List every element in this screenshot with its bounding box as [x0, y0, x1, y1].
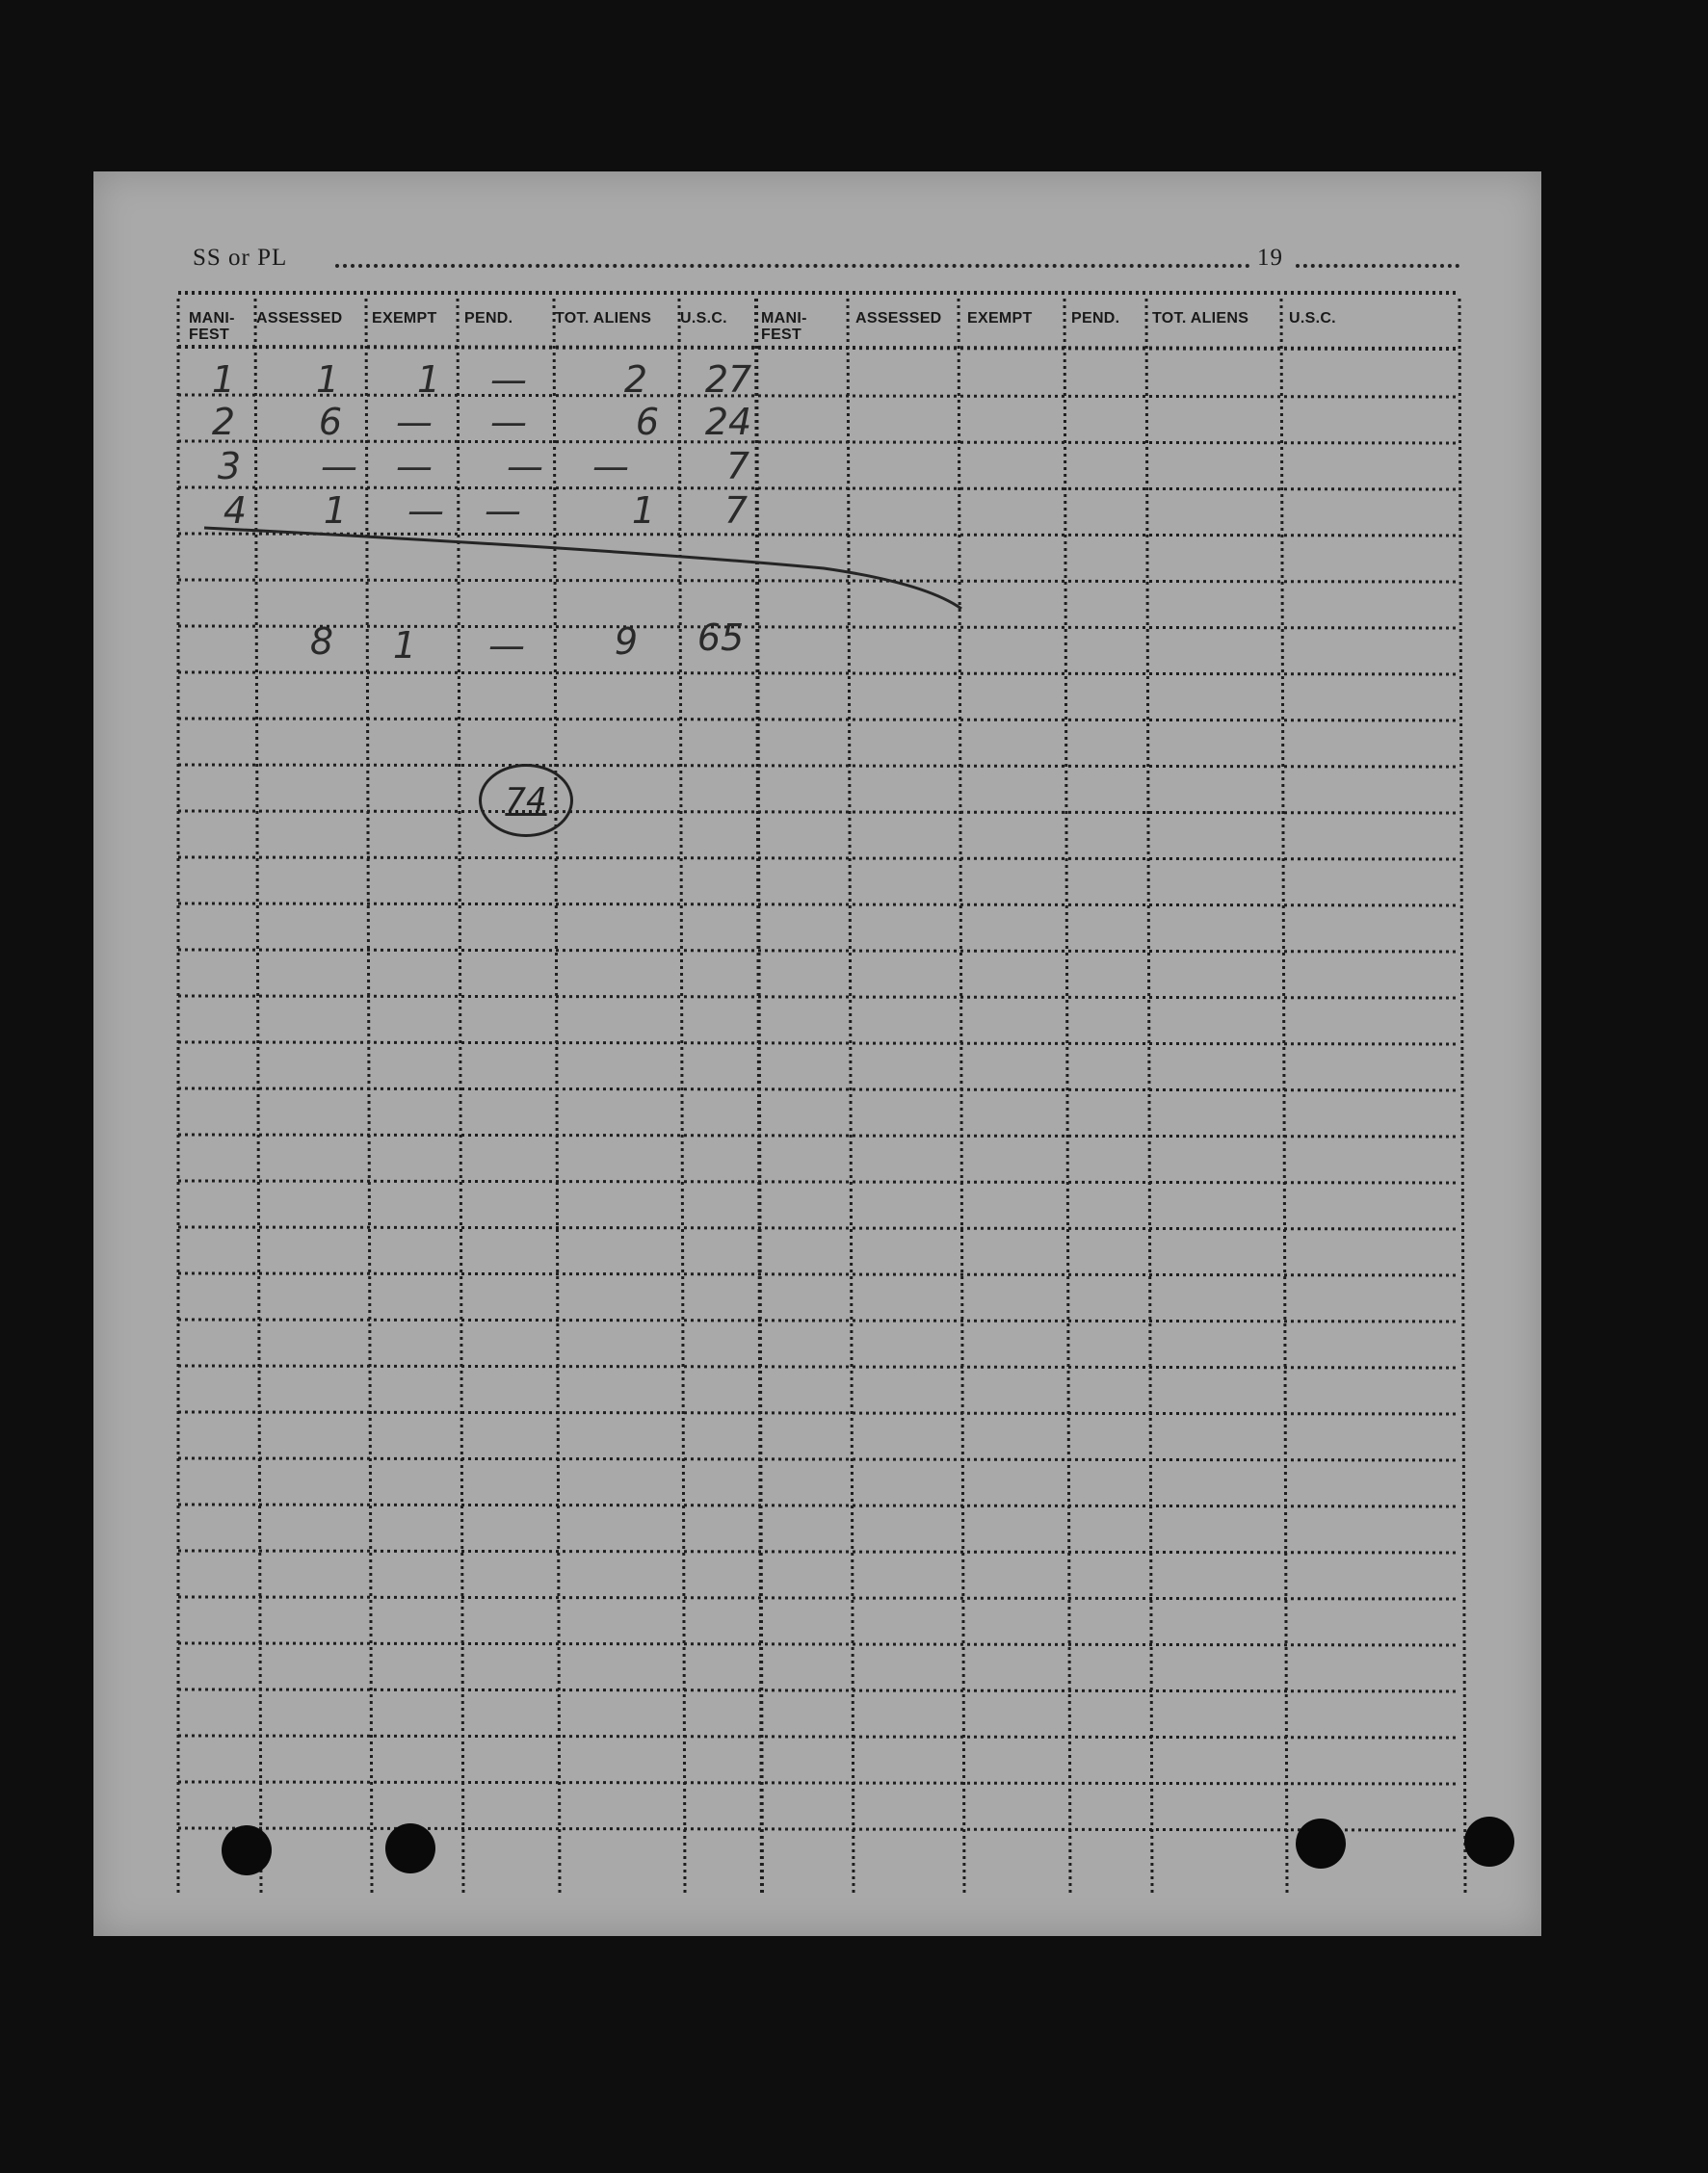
- grid-row-line: [178, 996, 1459, 998]
- grid-column-line: [1459, 299, 1465, 1893]
- total-exempt: 1: [392, 624, 417, 667]
- cell-exempt: —: [396, 445, 433, 487]
- grid-row-line: [178, 1551, 1459, 1553]
- grid-row-line: [178, 765, 1459, 767]
- col-header-exempt-right: EXEMPT: [967, 310, 1033, 327]
- circled-total-note: [479, 764, 573, 837]
- cell-pend: —: [490, 358, 527, 401]
- col-header-exempt-left: EXEMPT: [372, 310, 437, 327]
- grid-row-line: [178, 1042, 1459, 1044]
- circled-total-value: 74: [505, 781, 547, 820]
- grid-column-line: [848, 299, 854, 1893]
- col-header-pend-right: PEND.: [1071, 310, 1120, 327]
- grid-row-line: [178, 857, 1459, 859]
- year-fill-line: [1296, 264, 1459, 268]
- grid-row-line: [178, 487, 1459, 489]
- punch-hole: [1296, 1819, 1346, 1869]
- col-header-usc-right: U.S.C.: [1289, 310, 1336, 327]
- cell-assessed: 1: [315, 358, 340, 401]
- ss-or-pl-label: SS or PL: [193, 245, 288, 271]
- total-usc: 65: [696, 616, 745, 659]
- cell-assessed: 6: [318, 401, 343, 443]
- grid-row-line: [178, 626, 1459, 628]
- grid-row-line: [178, 903, 1459, 905]
- cell-assessed: —: [321, 445, 357, 487]
- grid-row-line: [178, 534, 1459, 536]
- grid-row-line: [178, 1597, 1459, 1599]
- cell-usc: 7: [723, 489, 749, 532]
- total-assessed: 8: [309, 620, 334, 663]
- cell-manifest: 3: [217, 445, 242, 487]
- punch-hole: [1464, 1817, 1514, 1867]
- cell-tot-aliens: —: [592, 445, 629, 487]
- total-tot-aliens: 9: [614, 620, 639, 663]
- cell-pend: —: [507, 445, 543, 487]
- cell-assessed: 1: [323, 489, 348, 532]
- grid-column-line: [1146, 299, 1152, 1893]
- grid-column-line: [679, 299, 685, 1893]
- year-label: 19: [1257, 245, 1283, 271]
- grid-row-line: [178, 1227, 1459, 1229]
- col-header-manifest-right: MANI- FEST: [761, 310, 807, 343]
- grid-row-line: [178, 580, 1459, 582]
- grid-row-line: [178, 811, 1459, 813]
- col-header-usc-left: U.S.C.: [680, 310, 727, 327]
- cell-exempt: —: [396, 401, 433, 443]
- cell-pend: —: [490, 401, 527, 443]
- cell-usc: 24: [704, 401, 752, 443]
- punch-hole: [222, 1825, 272, 1875]
- grid-column-line: [255, 299, 261, 1893]
- cell-tot-aliens: 1: [631, 489, 656, 532]
- cell-pend: —: [485, 489, 521, 532]
- grid-row-line: [178, 719, 1459, 720]
- grid-column-line: [458, 299, 463, 1893]
- header-divider-line: [178, 347, 1459, 349]
- grid-row-line: [178, 1320, 1459, 1322]
- cell-tot-aliens: 6: [635, 401, 660, 443]
- cell-manifest: 1: [211, 358, 236, 401]
- cell-manifest: 2: [211, 401, 236, 443]
- grid-column-line: [554, 299, 560, 1893]
- grid-row-line: [178, 395, 1459, 397]
- grid-row-line: [178, 1088, 1459, 1090]
- cell-usc: 7: [725, 445, 750, 487]
- grid-row-line: [178, 441, 1459, 443]
- cell-exempt: 1: [416, 358, 441, 401]
- cell-manifest: 4: [223, 489, 248, 532]
- col-header-manifest-left: MANI- FEST: [189, 310, 235, 343]
- grid-row-line: [178, 1273, 1459, 1275]
- grid-column-line: [1281, 299, 1287, 1893]
- col-header-tot-aliens-right: TOT. ALIENS: [1152, 310, 1249, 327]
- grid-column-line: [756, 299, 762, 1893]
- cell-usc: 27: [704, 358, 752, 401]
- grid-row-line: [178, 1643, 1459, 1645]
- grid-row-line: [178, 950, 1459, 952]
- total-pend: —: [488, 624, 525, 667]
- col-header-tot-aliens-left: TOT. ALIENS: [555, 310, 652, 327]
- col-header-pend-left: PEND.: [464, 310, 513, 327]
- col-header-assessed-left: ASSESSED: [256, 310, 343, 327]
- grid-column-line: [1064, 299, 1070, 1893]
- grid-column-line: [959, 299, 964, 1893]
- grid-row-line: [178, 672, 1459, 674]
- col-header-assessed-right: ASSESSED: [855, 310, 942, 327]
- punch-hole: [385, 1823, 435, 1873]
- cell-exempt: —: [407, 489, 444, 532]
- cell-tot-aliens: 2: [623, 358, 648, 401]
- ss-or-pl-fill-line: [335, 264, 1250, 268]
